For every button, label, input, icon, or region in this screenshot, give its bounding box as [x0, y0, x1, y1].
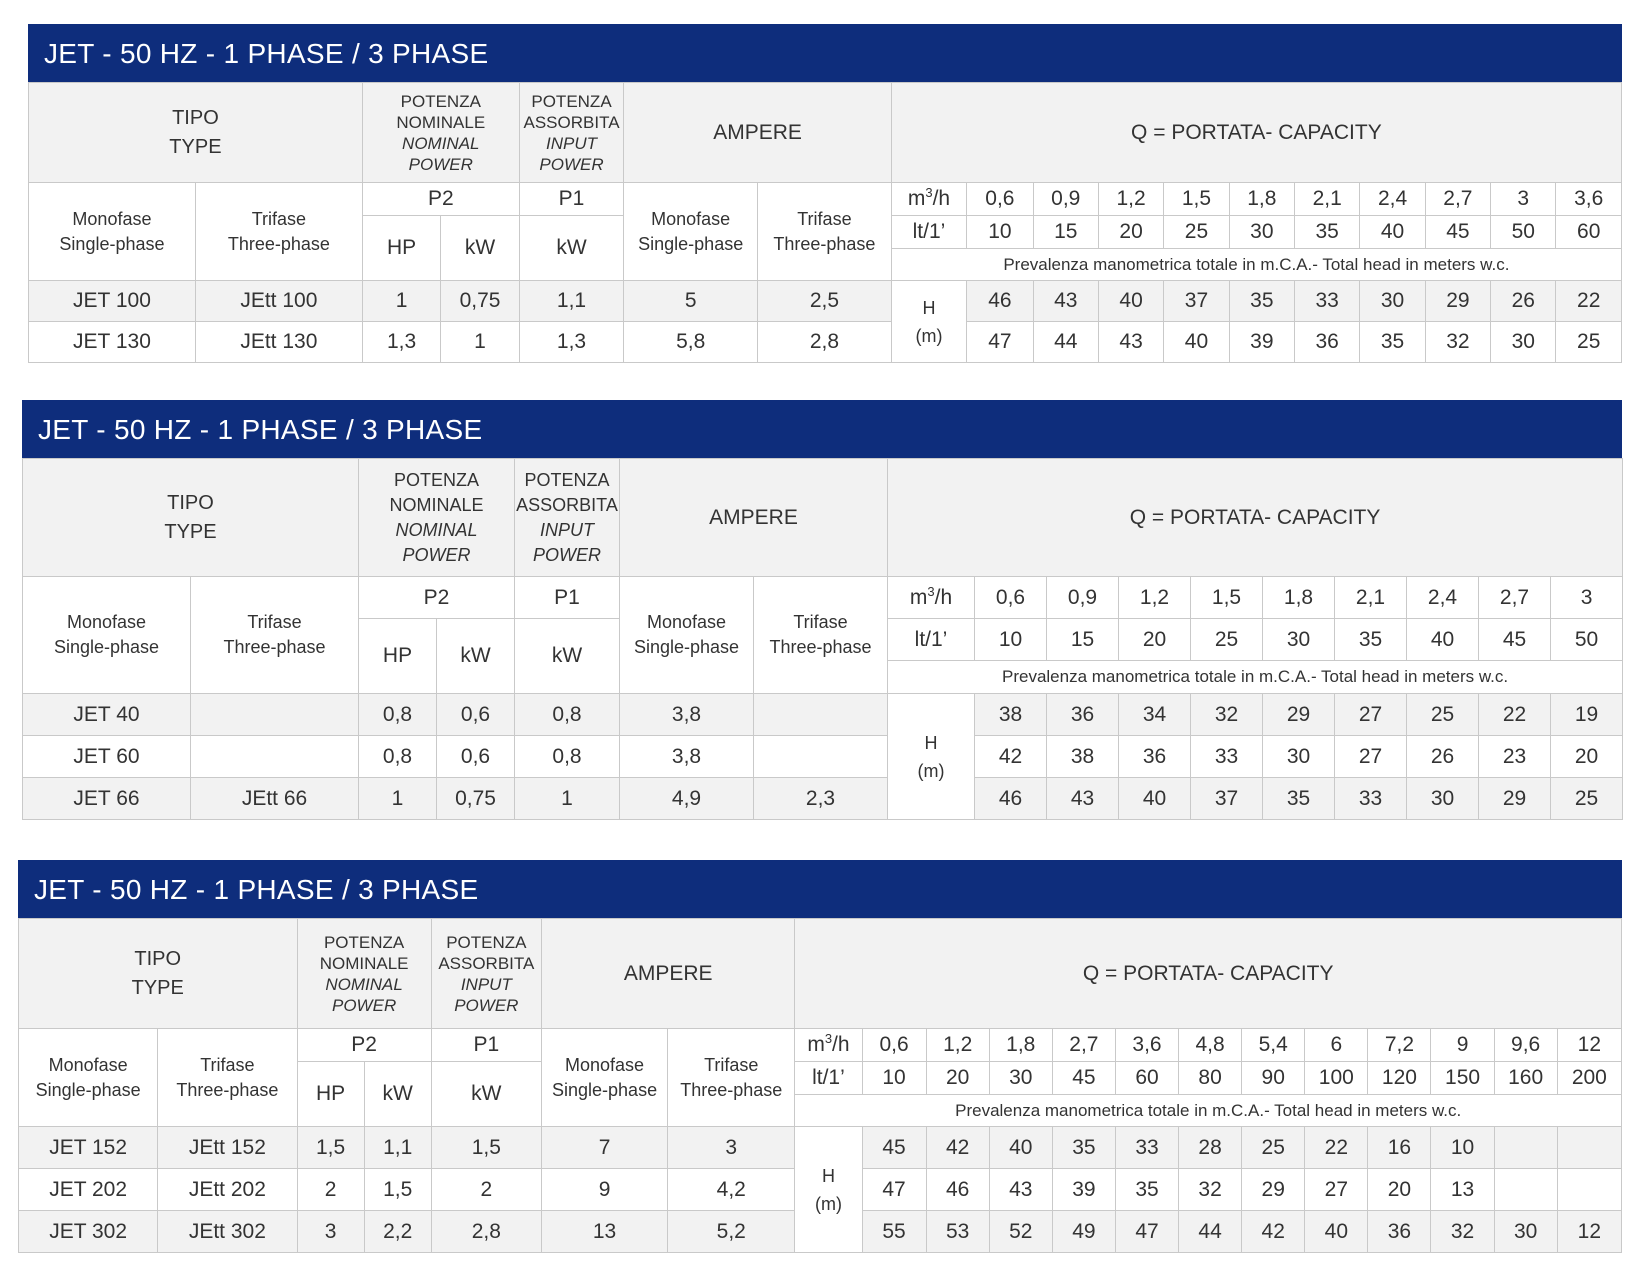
model-monofase: JET 66	[23, 778, 191, 820]
model-monofase: JET 40	[23, 694, 191, 736]
p1-value: 2,8	[431, 1211, 541, 1253]
model-trifase: JEtt 302	[158, 1211, 297, 1253]
flow-m3h-cell: 1,2	[1098, 183, 1163, 216]
flow-lt-cell: 80	[1179, 1062, 1242, 1095]
p1-header: P1	[519, 183, 624, 216]
ampere-monofase-value: 9	[541, 1169, 667, 1211]
model-monofase: JET 100	[29, 281, 196, 322]
kw-value: 0,75	[441, 281, 519, 322]
head-value: 28	[1179, 1127, 1242, 1169]
flow-m3h-cell: 2,7	[1425, 183, 1490, 216]
head-value	[1557, 1127, 1621, 1169]
flow-lt-cell: 150	[1431, 1062, 1494, 1095]
ampere-monofase-value: 13	[541, 1211, 667, 1253]
hp-value: 2	[297, 1169, 364, 1211]
table-title: JET - 50 HZ - 1 PHASE / 3 PHASE	[28, 24, 1622, 82]
head-value: 42	[926, 1127, 989, 1169]
head-value: 39	[1052, 1169, 1115, 1211]
kw-header: kW	[364, 1062, 431, 1127]
p1-value: 1,3	[519, 322, 624, 363]
head-value: 33	[1335, 778, 1407, 820]
flow-m3h-cell: 2,1	[1295, 183, 1360, 216]
ampere-monofase-header: Monofase Single-phase	[624, 183, 758, 281]
hp-header: HP	[359, 619, 437, 694]
flow-m3h-cell: 12	[1557, 1029, 1621, 1062]
head-value: 40	[1098, 281, 1163, 322]
flow-m3h-cell: 9	[1431, 1029, 1494, 1062]
flow-m3h-cell: 1,2	[926, 1029, 989, 1062]
flow-m3h-cell: 1,5	[1191, 577, 1263, 619]
flow-m3h-cell: 3,6	[1556, 183, 1622, 216]
head-value: 22	[1305, 1127, 1368, 1169]
head-value: 52	[989, 1211, 1052, 1253]
ampere-monofase-value: 7	[541, 1127, 667, 1169]
spec-table-3	[18, 860, 1622, 1253]
flow-lt-cell: 15	[1047, 619, 1119, 661]
model-monofase: JET 60	[23, 736, 191, 778]
ampere-trifase-value	[754, 694, 888, 736]
flow-lt-cell: 25	[1191, 619, 1263, 661]
flow-m3h-cell: 0,6	[862, 1029, 926, 1062]
head-value: 37	[1191, 778, 1263, 820]
kw-input-header: kW	[519, 216, 624, 281]
ampere-trifase-value: 2,5	[758, 281, 892, 322]
p1-header: P1	[431, 1029, 541, 1062]
ampere-monofase-value: 4,9	[620, 778, 754, 820]
ampere-monofase-value: 5	[624, 281, 758, 322]
hp-value: 1	[362, 281, 440, 322]
head-h-label: H (m)	[795, 1127, 862, 1253]
head-value	[1557, 1169, 1621, 1211]
table-row	[29, 281, 1622, 322]
head-value: 47	[967, 322, 1033, 363]
m3h-label: $m^3/h$	[891, 183, 966, 216]
p1-value: 1,1	[519, 281, 624, 322]
model-trifase	[191, 694, 359, 736]
model-monofase: JET 302	[19, 1211, 158, 1253]
kw-value: 0,6	[437, 694, 515, 736]
capacity-header: Q = PORTATA- CAPACITY	[891, 83, 1621, 183]
head-value: 30	[1494, 1211, 1557, 1253]
head-value: 36	[1119, 736, 1191, 778]
head-value: 39	[1229, 322, 1294, 363]
p1-value: 1	[515, 778, 620, 820]
head-value: 30	[1491, 322, 1556, 363]
table-row	[19, 1127, 1622, 1169]
head-value: 23	[1479, 736, 1551, 778]
kw-header: kW	[437, 619, 515, 694]
flow-m3h-cell: 1,8	[1229, 183, 1294, 216]
head-value: 27	[1335, 736, 1407, 778]
flow-m3h-cell: 3	[1551, 577, 1623, 619]
head-value: 27	[1335, 694, 1407, 736]
flow-m3h-cell: 4,8	[1179, 1029, 1242, 1062]
lt-label: lt/1’	[795, 1062, 862, 1095]
head-value: 20	[1368, 1169, 1431, 1211]
head-note: Prevalenza manometrica totale in m.C.A.- Total head in meters w.c.	[888, 661, 1623, 694]
kw-input-header: kW	[431, 1062, 541, 1127]
flow-lt-cell: 40	[1360, 216, 1425, 249]
ampere-trifase-header: Trifase Three-phase	[758, 183, 892, 281]
hp-value: 0,8	[359, 736, 437, 778]
head-value: 35	[1229, 281, 1294, 322]
flow-m3h-cell: 2,1	[1335, 577, 1407, 619]
p1-value: 0,8	[515, 694, 620, 736]
head-value: 40	[1305, 1211, 1368, 1253]
p1-value: 2	[431, 1169, 541, 1211]
flow-m3h-cell: 0,6	[975, 577, 1047, 619]
head-value: 25	[1407, 694, 1479, 736]
head-value: 43	[1047, 778, 1119, 820]
flow-m3h-cell: 7,2	[1368, 1029, 1431, 1062]
p1-header: P1	[515, 577, 620, 619]
model-monofase: JET 152	[19, 1127, 158, 1169]
head-value: 47	[862, 1169, 926, 1211]
head-value: 43	[1098, 322, 1163, 363]
head-value	[1494, 1127, 1557, 1169]
head-value: 46	[975, 778, 1047, 820]
head-value: 46	[926, 1169, 989, 1211]
spec-table-1	[28, 24, 1622, 363]
head-value: 35	[1052, 1127, 1115, 1169]
ampere-monofase-value: 3,8	[620, 694, 754, 736]
model-trifase: JEtt 202	[158, 1169, 297, 1211]
kw-value: 1	[441, 322, 519, 363]
head-value: 35	[1360, 322, 1425, 363]
head-value: 13	[1431, 1169, 1494, 1211]
flow-lt-cell: 90	[1242, 1062, 1305, 1095]
flow-m3h-cell: 2,7	[1479, 577, 1551, 619]
ampere-trifase-value: 4,2	[668, 1169, 795, 1211]
flow-lt-cell: 30	[989, 1062, 1052, 1095]
p1-value: 1,5	[431, 1127, 541, 1169]
monofase-header: Monofase Single-phase	[19, 1029, 158, 1127]
flow-lt-cell: 25	[1164, 216, 1229, 249]
flow-lt-cell: 160	[1494, 1062, 1557, 1095]
head-h-label: H (m)	[888, 694, 975, 820]
head-value: 35	[1263, 778, 1335, 820]
nominal-power-header: POTENZA NOMINALE NOMINAL POWER	[362, 83, 519, 183]
ampere-header: AMPERE	[541, 919, 794, 1029]
head-value: 43	[1033, 281, 1098, 322]
pump-table	[22, 458, 1623, 820]
flow-lt-cell: 30	[1229, 216, 1294, 249]
model-trifase	[191, 736, 359, 778]
head-value: 32	[1191, 694, 1263, 736]
hp-value: 1	[359, 778, 437, 820]
head-value: 43	[989, 1169, 1052, 1211]
ampere-trifase-value: 5,2	[668, 1211, 795, 1253]
nominal-power-header: POTENZA NOMINALE NOMINAL POWER	[359, 459, 515, 577]
head-value: 30	[1360, 281, 1425, 322]
flow-m3h-cell: 0,9	[1033, 183, 1098, 216]
flow-m3h-cell: 3	[1491, 183, 1556, 216]
head-value: 30	[1263, 736, 1335, 778]
head-value: 45	[862, 1127, 926, 1169]
monofase-header: Monofase Single-phase	[29, 183, 196, 281]
head-value: 33	[1295, 281, 1360, 322]
flow-m3h-cell: 2,4	[1360, 183, 1425, 216]
capacity-header: Q = PORTATA- CAPACITY	[888, 459, 1623, 577]
head-value: 42	[1242, 1211, 1305, 1253]
table-title: JET - 50 HZ - 1 PHASE / 3 PHASE	[22, 400, 1622, 458]
flow-lt-cell: 35	[1295, 216, 1360, 249]
ampere-trifase-header: Trifase Three-phase	[668, 1029, 795, 1127]
kw-value: 0,75	[437, 778, 515, 820]
head-value: 46	[967, 281, 1033, 322]
model-trifase: JEtt 100	[195, 281, 362, 322]
flow-lt-cell: 15	[1033, 216, 1098, 249]
flow-lt-cell: 45	[1479, 619, 1551, 661]
head-h-label: H (m)	[891, 281, 966, 363]
flow-m3h-cell: 0,6	[967, 183, 1033, 216]
head-value: 30	[1407, 778, 1479, 820]
spec-table-2	[22, 400, 1622, 820]
head-value: 44	[1179, 1211, 1242, 1253]
ampere-monofase-value: 3,8	[620, 736, 754, 778]
head-value: 53	[926, 1211, 989, 1253]
input-power-header: POTENZA ASSORBITA INPUT POWER	[431, 919, 541, 1029]
hp-value: 3	[297, 1211, 364, 1253]
p2-header: P2	[359, 577, 515, 619]
flow-m3h-cell: 1,8	[1263, 577, 1335, 619]
table-row	[23, 736, 1623, 778]
flow-m3h-cell: 9,6	[1494, 1029, 1557, 1062]
head-value: 44	[1033, 322, 1098, 363]
flow-m3h-cell: 1,8	[989, 1029, 1052, 1062]
head-value: 29	[1242, 1169, 1305, 1211]
ampere-header: AMPERE	[620, 459, 888, 577]
flow-lt-cell: 20	[1098, 216, 1163, 249]
head-value: 36	[1368, 1211, 1431, 1253]
flow-lt-cell: 45	[1052, 1062, 1115, 1095]
p1-value: 0,8	[515, 736, 620, 778]
ampere-trifase-value: 2,3	[754, 778, 888, 820]
m3h-label: $m^3/h$	[795, 1029, 862, 1062]
kw-header: kW	[441, 216, 519, 281]
p2-header: P2	[297, 1029, 431, 1062]
kw-value: 1,5	[364, 1169, 431, 1211]
hp-value: 1,5	[297, 1127, 364, 1169]
head-value: 32	[1179, 1169, 1242, 1211]
head-value: 42	[975, 736, 1047, 778]
head-value: 19	[1551, 694, 1623, 736]
hp-value: 1,3	[362, 322, 440, 363]
head-value: 37	[1164, 281, 1229, 322]
ampere-monofase-header: Monofase Single-phase	[620, 577, 754, 694]
hp-header: HP	[297, 1062, 364, 1127]
head-value: 34	[1119, 694, 1191, 736]
head-value: 25	[1242, 1127, 1305, 1169]
head-value: 40	[989, 1127, 1052, 1169]
head-value: 33	[1115, 1127, 1178, 1169]
monofase-header: Monofase Single-phase	[23, 577, 191, 694]
flow-lt-cell: 60	[1556, 216, 1622, 249]
trifase-header: Trifase Three-phase	[195, 183, 362, 281]
hp-header: HP	[362, 216, 440, 281]
trifase-header: Trifase Three-phase	[191, 577, 359, 694]
head-value: 25	[1551, 778, 1623, 820]
pump-table	[18, 918, 1622, 1253]
kw-value: 0,6	[437, 736, 515, 778]
model-monofase: JET 202	[19, 1169, 158, 1211]
table-row	[23, 694, 1623, 736]
flow-lt-cell: 20	[1119, 619, 1191, 661]
flow-m3h-cell: 1,5	[1164, 183, 1229, 216]
ampere-monofase-header: Monofase Single-phase	[541, 1029, 667, 1127]
lt-label: lt/1’	[888, 619, 975, 661]
head-value: 29	[1425, 281, 1490, 322]
ampere-monofase-value: 5,8	[624, 322, 758, 363]
head-value: 22	[1479, 694, 1551, 736]
ampere-header: AMPERE	[624, 83, 891, 183]
table-row	[29, 322, 1622, 363]
pump-table	[28, 82, 1622, 363]
flow-lt-cell: 200	[1557, 1062, 1621, 1095]
tipo-header: TIPO TYPE	[23, 459, 359, 577]
flow-m3h-cell: 3,6	[1115, 1029, 1178, 1062]
kw-value: 2,2	[364, 1211, 431, 1253]
head-value: 26	[1407, 736, 1479, 778]
model-trifase: JEtt 66	[191, 778, 359, 820]
head-value: 40	[1164, 322, 1229, 363]
ampere-trifase-value: 3	[668, 1127, 795, 1169]
flow-lt-cell: 50	[1551, 619, 1623, 661]
ampere-trifase-header: Trifase Three-phase	[754, 577, 888, 694]
head-value: 12	[1557, 1211, 1621, 1253]
nominal-power-header: POTENZA NOMINALE NOMINAL POWER	[297, 919, 431, 1029]
table-row	[23, 778, 1623, 820]
kw-input-header: kW	[515, 619, 620, 694]
flow-lt-cell: 40	[1407, 619, 1479, 661]
flow-m3h-cell: 2,7	[1052, 1029, 1115, 1062]
table-title: JET - 50 HZ - 1 PHASE / 3 PHASE	[18, 860, 1622, 918]
model-monofase: JET 130	[29, 322, 196, 363]
model-trifase: JEtt 152	[158, 1127, 297, 1169]
ampere-trifase-value: 2,8	[758, 322, 892, 363]
model-trifase: JEtt 130	[195, 322, 362, 363]
trifase-header: Trifase Three-phase	[158, 1029, 297, 1127]
head-value: 26	[1491, 281, 1556, 322]
flow-lt-cell: 10	[967, 216, 1033, 249]
head-value: 32	[1425, 322, 1490, 363]
head-value: 27	[1305, 1169, 1368, 1211]
head-value: 32	[1431, 1211, 1494, 1253]
head-value: 36	[1047, 694, 1119, 736]
flow-m3h-cell: 2,4	[1407, 577, 1479, 619]
flow-lt-cell: 30	[1263, 619, 1335, 661]
flow-lt-cell: 50	[1491, 216, 1556, 249]
tipo-header: TIPO TYPE	[19, 919, 298, 1029]
flow-m3h-cell: 5,4	[1242, 1029, 1305, 1062]
head-value: 35	[1115, 1169, 1178, 1211]
head-value: 22	[1556, 281, 1622, 322]
head-value: 20	[1551, 736, 1623, 778]
head-value: 38	[1047, 736, 1119, 778]
flow-m3h-cell: 6	[1305, 1029, 1368, 1062]
tipo-header: TIPO TYPE	[29, 83, 363, 183]
head-value: 25	[1556, 322, 1622, 363]
capacity-header: Q = PORTATA- CAPACITY	[795, 919, 1622, 1029]
flow-lt-cell: 120	[1368, 1062, 1431, 1095]
head-value: 55	[862, 1211, 926, 1253]
ampere-trifase-value	[754, 736, 888, 778]
head-value: 40	[1119, 778, 1191, 820]
p2-header: P2	[362, 183, 519, 216]
kw-value: 1,1	[364, 1127, 431, 1169]
flow-lt-cell: 100	[1305, 1062, 1368, 1095]
flow-m3h-cell: 1,2	[1119, 577, 1191, 619]
head-value: 10	[1431, 1127, 1494, 1169]
flow-lt-cell: 35	[1335, 619, 1407, 661]
flow-lt-cell: 45	[1425, 216, 1490, 249]
head-value: 33	[1191, 736, 1263, 778]
head-note: Prevalenza manometrica totale in m.C.A.- Total head in meters w.c.	[795, 1095, 1622, 1127]
flow-lt-cell: 60	[1115, 1062, 1178, 1095]
flow-lt-cell: 20	[926, 1062, 989, 1095]
lt-label: lt/1’	[891, 216, 966, 249]
hp-value: 0,8	[359, 694, 437, 736]
flow-lt-cell: 10	[862, 1062, 926, 1095]
head-value: 29	[1263, 694, 1335, 736]
input-power-header: POTENZA ASSORBITA INPUT POWER	[515, 459, 620, 577]
head-value: 38	[975, 694, 1047, 736]
head-value: 47	[1115, 1211, 1178, 1253]
head-value: 29	[1479, 778, 1551, 820]
flow-m3h-cell: 0,9	[1047, 577, 1119, 619]
head-value: 36	[1295, 322, 1360, 363]
m3h-label: $m^3/h$	[888, 577, 975, 619]
input-power-header: POTENZA ASSORBITA INPUT POWER	[519, 83, 624, 183]
flow-lt-cell: 10	[975, 619, 1047, 661]
head-value: 16	[1368, 1127, 1431, 1169]
head-value	[1494, 1169, 1557, 1211]
head-value: 49	[1052, 1211, 1115, 1253]
head-note: Prevalenza manometrica totale in m.C.A.- Total head in meters w.c.	[891, 249, 1621, 281]
